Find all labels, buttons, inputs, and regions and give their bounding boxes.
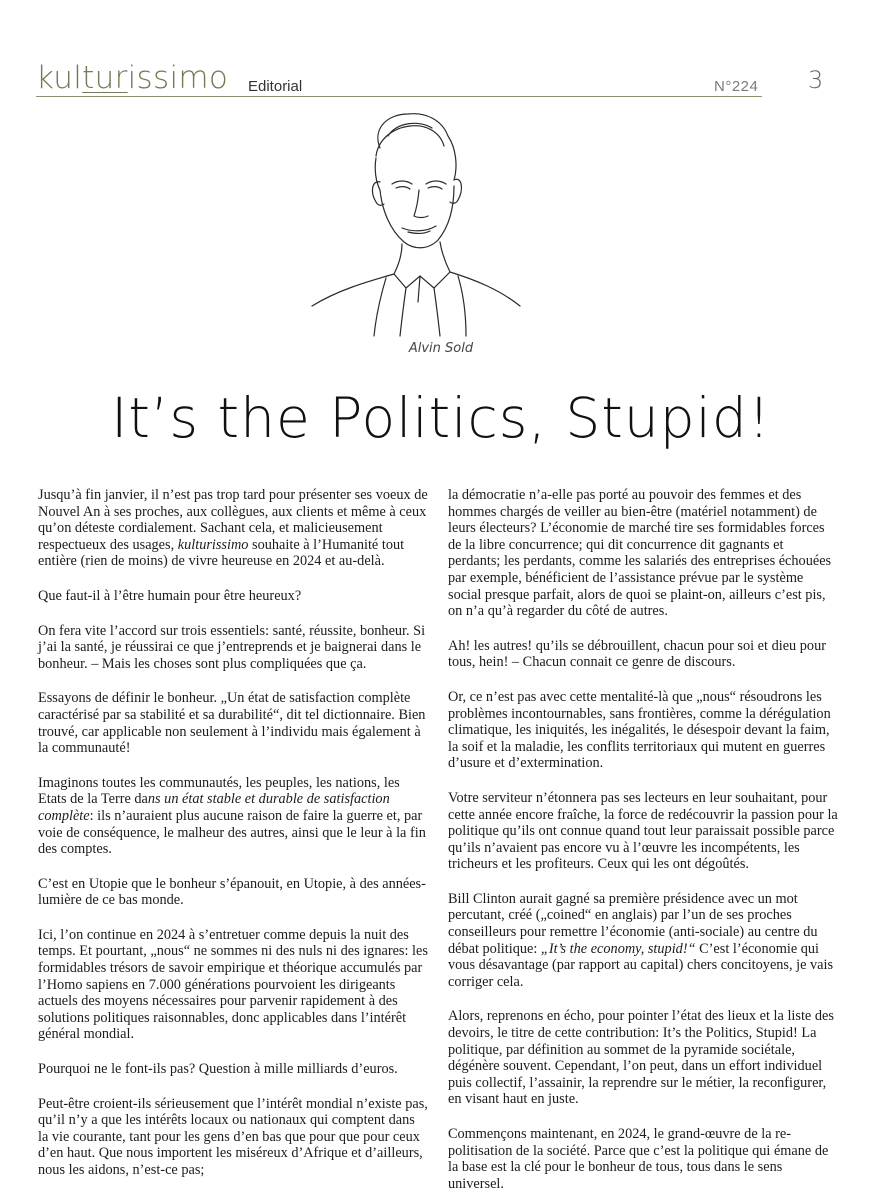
page-number: 3 [808,66,824,94]
paragraph-emphasis: kulturissimo [177,536,249,553]
paragraph-text: Imaginons toutes les communautés, les peuples, les nations, les Etats de la Terre da [38,774,400,808]
left-column [38,487,428,1179]
article-headline: It’s the Politics, Stupid! [111,386,771,450]
paragraph-text: Bill Clinton aurait gagné sa première présidence avec un mot percutant, créé („coined“ en anglais) par l’un de ses proches conseilleurs pour remettre l’économie (anti-sociale) au centre du débat politique: [448,890,818,957]
portrait-caption: Alvin Sold [408,341,474,356]
paragraph: Or, ce n’est pas avec cette mentalité-là que „nous“ résoudrons les problèmes incontournables, sans frontières, comme la dérégulation climatique, les iniquités, les inégalités, le désespoir devant la faim, la soif et la maladie, les conflits territoriaux qui mutent en guerres d’usure et d’extermination. [448,688,831,772]
brand-logo-part-1: kul [36,60,83,96]
paragraph: Commençons maintenant, en 2024, le grand-œuvre de la re-politisation de la société. Parce que c’est la politique qui émane de la base est la clé pour le bonheur de tous, tous dans le sens universel. [448,1126,829,1192]
author-portrait-drawing [276,106,536,338]
right-column [448,487,838,1192]
paragraph: Essayons de définir le bonheur. „Un état de satisfaction complète caractérisé par sa stabilité et sa durabilité“, dit tel dictionnaire. Bien trouvé, car applicable non seulement à l’individu mais également à la communauté! [38,690,426,757]
paragraph-text: souhaite à l’Humanité tout entière (rien de moins) de vivre heureuse en 2024 et au-delà. [38,536,405,570]
paragraph: C’est en Utopie que le bonheur s’épanouit, en Utopie, à des années-lumière de ce bas monde. [38,875,426,909]
paragraph-text: C’est l’économie qui vous désavantage (par rapport au capital) chers concitoyens, je vais corriger cela. [448,940,834,990]
paragraph-text: Jusqu’à fin janvier, il n’est pas trop tard pour présenter ses voeux de Nouvel An à ses proches, aux collègues, aux clients et même à ceux qu’on déteste cordialement. Sachant cela, et malicieusement respectueux des usages, [38,487,428,553]
paragraph [38,775,428,858]
paragraph: Que faut-il à l’être humain pour être heureux? [38,587,302,604]
page-header [36,60,836,100]
header-rule [36,96,762,97]
paragraph-emphasis: ns un état stable et durable de satisfaction complète [38,791,390,824]
section-label: Editorial [248,78,303,95]
paragraph-text: : ils n’auraient plus aucune raison de faire la guerre et, par voie de conséquence, le malheur des autres, ainsi que le leur à la fin des comptes. [38,807,426,858]
paragraph: Peut-être croient-ils sérieusement que l’intérêt mondial n’existe pas, qu’il n’y a que les intérêts locaux ou nationaux qui comptent dans la vie courante, tant pour les gens d’en bas que pour que pour ceux d’en haut. Que nous importent les miséreux d’Afrique et d’ailleurs, nous les aidons, n’est-ce pas; [38,1095,428,1178]
paragraph: la démocratie n’a-elle pas porté au pouvoir des femmes et des hommes chargés de veiller au bien-être (matériel notamment) de leurs électeurs? L’économie de marché tire ses formidables forces de la libre concurrence; qui dit concurrence dit gagnants et perdants; les perdants, comme les salariés des entreprises échouées par exemple, bénéficient de l’assistance prévue par le système social presque parfait, alors de quoi se plaint-on, ailleurs c’est pis, on n’a qu’à regarder du côté de autres. [448,487,832,620]
brand-logo-part-3: issimo [127,60,229,96]
paragraph: Ici, l’on continue en 2024 à s’entretuer comme depuis la nuit des temps. Et pourtant, „nous“ ne sommes ni des nuls ni des ignares: les formidables trésors de savoir empirique et théorique accumulés par l’Homo sapiens en 7.000 générations pourvoient les dirigeants actuels des moyens nécessaires pour parvenir rapidement à des solutions politiques raisonnables, donc applicables dans l’intérêt général mondial. [38,926,428,1043]
paragraph: On fera vite l’accord sur trois essentiels: santé, réussite, bonheur. Si j’ai la santé, je réussirai ce que j’entreprends et je baignerai dans le bonheur. – Mais les choses sont plus compliquées que ça. [38,622,426,672]
issue-number: N°224 [714,78,759,95]
paragraph: Pourquoi ne le font-ils pas? Question à mille milliards d’euros. [38,1061,398,1078]
paragraph [448,891,838,991]
paragraph: Ah! les autres! qu’ils se débrouillent, chacun pour soi et dieu pour tous, hein! – Chacun connait ce genre de discours. [448,637,826,671]
paragraph-emphasis: „It’s the economy, stupid!“ [540,940,696,957]
brand-logo [36,60,228,96]
paragraph [38,487,428,570]
paragraph: Votre serviteur n’étonnera pas ses lecteurs en leur souhaitant, pour cette année encore fraîche, la force de redécouvrir la passion pour la politique qu’ils ont connue quand tout leur paraissait possible parce qu’ils n’avaient pas encore vu à l’œuvre les incompétents, les tricheurs et les profiteurs. Ceux qui les ont dégoûtés. [448,789,838,873]
paragraph: Alors, reprenons en écho, pour pointer l’état des lieux et la liste des devoirs, le titre de cette contribution: It’s the Politics, Stupid! La politique, par définition au sommet de la pyramide sociétale, dégénère souvent. Cependant, l’on peut, dans un effort individuel puis collectif, l’assainir, la reprendre sur le métier, la reconfigurer, en visant haut en juste. [448,1008,834,1108]
brand-logo-part-2: tur [82,60,128,96]
